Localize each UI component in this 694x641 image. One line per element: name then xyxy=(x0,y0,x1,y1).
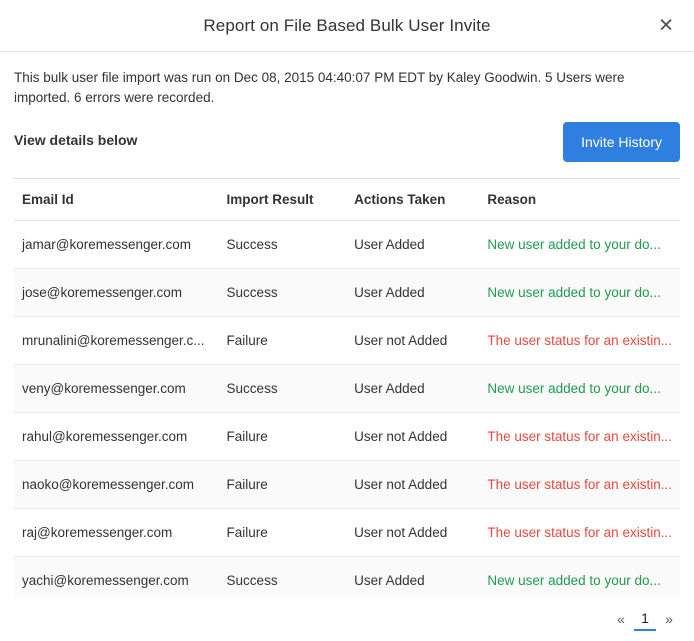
invite-history-button[interactable]: Invite History xyxy=(563,122,680,162)
cell-import-result: Failure xyxy=(219,317,347,365)
table-row xyxy=(14,269,680,317)
column-header-email: Email Id xyxy=(14,179,219,221)
table-row xyxy=(14,413,680,461)
column-header-import-result: Import Result xyxy=(219,179,347,221)
pagination-page-1[interactable]: 1 xyxy=(634,607,656,631)
cell-reason: The user status for an existin... xyxy=(479,317,680,365)
cell-reason: The user status for an existin... xyxy=(479,509,680,557)
import-results-table-wrapper xyxy=(14,178,680,597)
cell-email: rahul@koremessenger.com xyxy=(14,413,219,461)
table-row xyxy=(14,317,680,365)
table-header xyxy=(14,179,680,221)
cell-reason: The user status for an existin... xyxy=(479,413,680,461)
cell-reason: New user added to your do... xyxy=(479,365,680,413)
table-body xyxy=(14,221,680,598)
cell-actions-taken: User Added xyxy=(346,365,479,413)
cell-actions-taken: User Added xyxy=(346,221,479,269)
cell-reason: New user added to your do... xyxy=(479,557,680,598)
table-row xyxy=(14,509,680,557)
cell-actions-taken: User not Added xyxy=(346,461,479,509)
cell-reason: New user added to your do... xyxy=(479,221,680,269)
import-results-table xyxy=(14,179,680,597)
cell-email: yachi@koremessenger.com xyxy=(14,557,219,598)
cell-actions-taken: User Added xyxy=(346,557,479,598)
cell-actions-taken: User not Added xyxy=(346,509,479,557)
import-summary-text: This bulk user file import was run on Dec 08, 2015 04:40:07 PM EDT by Kaley Goodwin. 5 Users were imported. 6 errors were recorded. xyxy=(14,70,625,105)
cell-reason: New user added to your do... xyxy=(479,269,680,317)
cell-import-result: Failure xyxy=(219,461,347,509)
cell-actions-taken: User not Added xyxy=(346,317,479,365)
cell-actions-taken: User Added xyxy=(346,269,479,317)
cell-email: jamar@koremessenger.com xyxy=(14,221,219,269)
cell-email: naoko@koremessenger.com xyxy=(14,461,219,509)
details-action-row xyxy=(14,122,680,162)
table-row xyxy=(14,557,680,598)
pagination xyxy=(0,597,694,641)
cell-import-result: Success xyxy=(219,365,347,413)
table-row xyxy=(14,461,680,509)
cell-email: raj@koremessenger.com xyxy=(14,509,219,557)
column-header-actions-taken: Actions Taken xyxy=(346,179,479,221)
cell-email: mrunalini@koremessenger.c... xyxy=(14,317,219,365)
pagination-first[interactable]: « xyxy=(617,611,625,627)
cell-email: veny@koremessenger.com xyxy=(14,365,219,413)
cell-import-result: Success xyxy=(219,269,347,317)
view-details-label: View details below xyxy=(14,132,138,148)
cell-import-result: Failure xyxy=(219,413,347,461)
cell-actions-taken: User not Added xyxy=(346,413,479,461)
cell-import-result: Success xyxy=(219,557,347,598)
modal-body xyxy=(0,52,694,597)
modal-header xyxy=(0,0,694,52)
cell-import-result: Success xyxy=(219,221,347,269)
table-row xyxy=(14,365,680,413)
close-icon[interactable]: ✕ xyxy=(654,14,678,37)
page-title: Report on File Based Bulk User Invite xyxy=(203,15,491,35)
column-header-reason: Reason xyxy=(479,179,680,221)
table-header-row xyxy=(14,179,680,221)
cell-email: jose@koremessenger.com xyxy=(14,269,219,317)
cell-reason: The user status for an existin... xyxy=(479,461,680,509)
table-row xyxy=(14,221,680,269)
cell-import-result: Failure xyxy=(219,509,347,557)
pagination-last[interactable]: » xyxy=(665,611,673,627)
